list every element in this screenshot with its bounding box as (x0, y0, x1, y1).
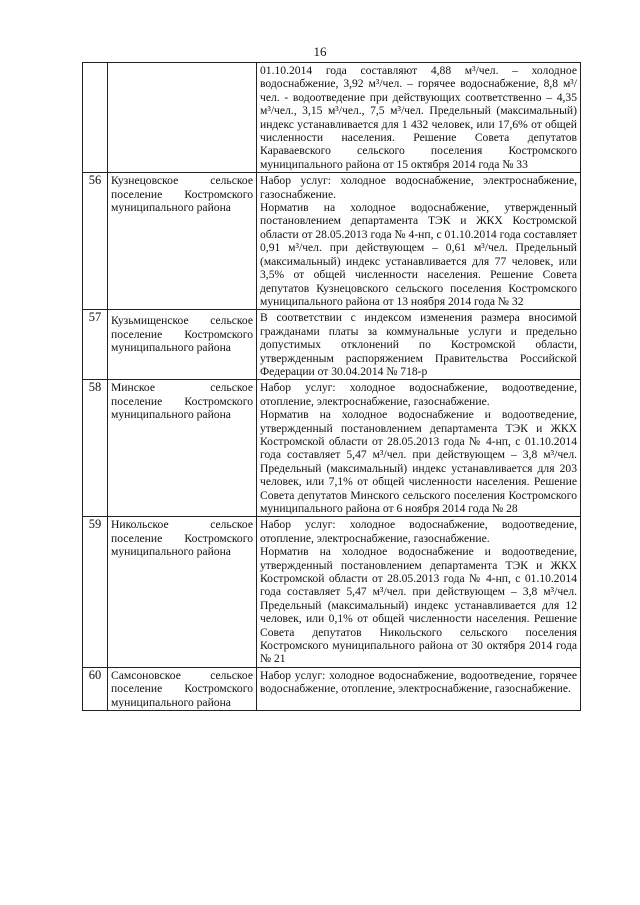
description-cell (257, 380, 581, 517)
settlement-name (108, 63, 257, 173)
row-number: 57 (83, 310, 108, 380)
settlement-name: Самсоновское сельское поселение Костромского муниципального района (108, 667, 257, 710)
municipal-table (82, 62, 581, 711)
description-paragraph: Набор услуг: холодное водоснабжение, водоотведение, отопление, электроснабжение, газоснабжение. (260, 518, 577, 545)
settlement-name: Никольское сельское поселение Костромского муниципального района (108, 517, 257, 667)
table-row (83, 310, 581, 380)
row-number (83, 63, 108, 173)
description-paragraph: Набор услуг: холодное водоснабжение, электроснабжение, газоснабжение. (260, 174, 577, 201)
page-number: 16 (313, 44, 327, 59)
description-paragraph: В соответствии с индексом изменения размера вносимой гражданами платы за коммунальные услуги и предельно допустимых отклонений по Костромской области, утвержденным распоряжением Правительства Российской Федерации от 30.04.2014 № 718-р (260, 311, 577, 378)
description-paragraph: Набор услуг: холодное водоснабжение, водоотведение, горячее водоснабжение, отопление, электроснабжение, газоснабжение. (260, 668, 577, 696)
table-row (83, 517, 581, 667)
settlement-name: Кузнецовское сельское поселение Костромского муниципального района (108, 173, 257, 310)
description-paragraph: Набор услуг: холодное водоснабжение, водоотведение, отопление, электроснабжение, газоснабжение. (260, 381, 577, 408)
settlement-name: Кузьмищенское сельское поселение Костромского муниципального района (108, 310, 257, 380)
description-cell (257, 517, 581, 667)
description-paragraph: 01.10.2014 года составляют 4,88 м³/чел. – холодное водоснабжение, 3,92 м³/чел. – горячее водоснабжение, 8,8 м³/чел. - водоотведение при действующих соответственно – 4,35 м³/чел., 3,15 м³/чел., 7,5 м³/чел. Предельный (максимальный) индекс устанавливается для 1 432 человек, или 17,6% от общей численности населения. Решение Совета депутатов Караваевского сельского поселения Костромского муниципального района от 15 октября 2014 года № 33 (260, 64, 577, 171)
description-paragraph: Норматив на холодное водоснабжение, утвержденный постановлением департамента ТЭК и ЖКХ Костромской области от 28.05.2013 года № 4-нп, с 01.10.2014 года составляет 0,91 м³/чел. при действующем – 0,61 м³/чел. Предельный (максимальный) индекс устанавливается для 77 человек, или 3,5% от общей численности населения. Решение Совета депутатов Кузнецовского сельского поселения Костромского муниципального района от 13 ноября 2014 года № 32 (260, 201, 577, 308)
row-number: 56 (83, 173, 108, 310)
description-cell (257, 63, 581, 173)
settlement-name: Минское сельское поселение Костромского муниципального района (108, 380, 257, 517)
table-row (83, 667, 581, 710)
description-cell (257, 173, 581, 310)
table-row (83, 380, 581, 517)
description-paragraph: Норматив на холодное водоснабжение и водоотведение, утвержденный постановлением департамента ТЭК и ЖКХ Костромской области от 28.05.2013 года № 4-нп, с 01.10.2014 года составляет 5,47 м³/чел. при действующем – 3,8 м³/чел. Предельный (максимальный) индекс устанавливается для 203 человек, или 7,1% от общей численности населения. Решение Совета депутатов Минского сельского поселения Костромского муниципального района от 6 ноября 2014 года № 28 (260, 408, 577, 515)
row-number: 60 (83, 667, 108, 710)
table-row (83, 173, 581, 310)
description-cell (257, 310, 581, 380)
description-paragraph: Норматив на холодное водоснабжение и водоотведение, утвержденный постановлением департамента ТЭК и ЖКХ Костромской области от 28.05.2013 года № 4-нп, с 01.10.2014 года составляет 5,47 м³/чел. при действующем – 3,8 м³/чел. Предельный (максимальный) индекс устанавливается для 12 человек, или 0,1% от общей численности населения. Решение Совета депутатов Никольского сельского поселения Костромского муниципального района от 30 октября 2014 года № 21 (260, 545, 577, 666)
table-row (83, 63, 581, 173)
row-number: 58 (83, 380, 108, 517)
description-cell (257, 667, 581, 710)
row-number: 59 (83, 517, 108, 667)
